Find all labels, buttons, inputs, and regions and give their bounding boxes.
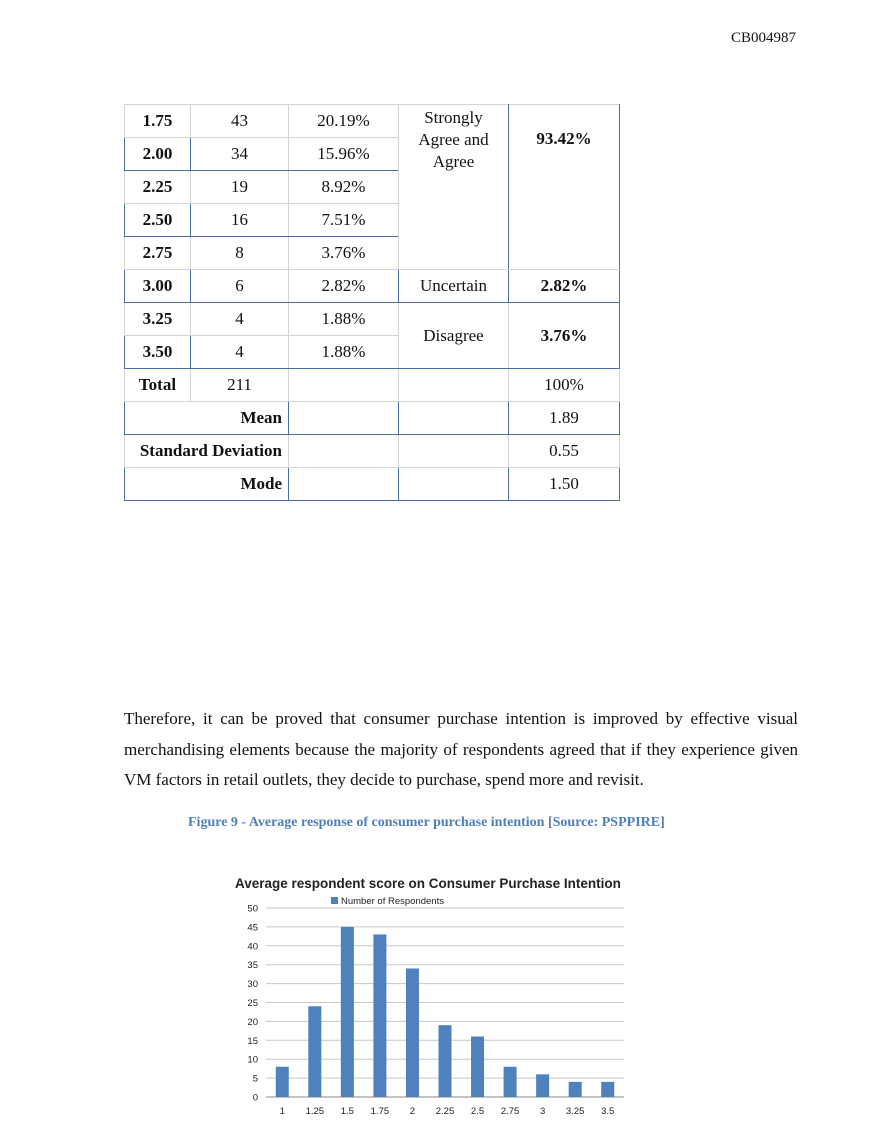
bar-chart: [228, 868, 633, 1133]
total-count: 211: [191, 369, 289, 402]
chart-title: Average respondent score on Consumer Purchase Intention: [235, 876, 621, 891]
total-label: Total: [125, 369, 191, 402]
bar: [504, 1067, 517, 1097]
y-tick-label: 20: [247, 1016, 258, 1028]
score-cell: 1.75: [125, 105, 191, 138]
percent-cell: 2.82%: [289, 270, 399, 303]
y-tick-label: 40: [247, 941, 258, 953]
empty-cell: [399, 402, 509, 435]
bars: [276, 927, 614, 1097]
count-cell: 16: [191, 204, 289, 237]
agree-group-value: 93.42%: [509, 105, 620, 270]
uncertain-group-value: 2.82%: [509, 270, 620, 303]
document-id: CB004987: [730, 30, 796, 46]
empty-cell: [289, 435, 399, 468]
x-tick-label: 2: [409, 1106, 416, 1117]
bar: [569, 1082, 582, 1097]
x-tick-label: 1: [279, 1106, 285, 1117]
count-cell: 6: [191, 270, 289, 303]
x-axis-ticks: [280, 1106, 615, 1117]
agree-group-label: Strongly Agree and Agree: [399, 105, 509, 270]
empty-cell: [289, 369, 399, 402]
empty-cell: [399, 435, 509, 468]
empty-cell: [399, 369, 509, 402]
x-tick-label: 3.5: [601, 1106, 615, 1117]
y-tick-label: 5: [252, 1073, 258, 1085]
percent-cell: 1.88%: [289, 336, 399, 369]
percent-cell: 1.88%: [289, 303, 399, 336]
percent-cell: 20.19%: [289, 105, 399, 138]
percent-cell: 15.96%: [289, 138, 399, 171]
score-cell: 3.00: [125, 270, 191, 303]
x-tick-label: 1.5: [340, 1106, 354, 1117]
y-tick-label: 45: [247, 922, 258, 934]
mean-value: 1.89: [509, 402, 620, 435]
percent-cell: 8.92%: [289, 171, 399, 204]
score-cell: 2.50: [125, 204, 191, 237]
x-tick-label: 2.75: [500, 1106, 520, 1117]
legend-swatch: [331, 897, 338, 904]
bar: [341, 927, 354, 1097]
figure-caption: Figure 9 - Average response of consumer purchase intention [Source: PSPPIRE]: [188, 815, 665, 830]
y-axis-ticks: [247, 904, 258, 1104]
bar: [308, 1006, 321, 1097]
y-tick-label: 30: [247, 979, 258, 991]
uncertain-group-label: Uncertain: [399, 270, 509, 303]
x-tick-label: 2.25: [435, 1106, 455, 1117]
chart-svg: [228, 868, 633, 1133]
stats-row-mean: [125, 402, 620, 435]
stats-row-mode: [125, 468, 620, 501]
count-cell: 4: [191, 303, 289, 336]
bar: [536, 1074, 549, 1097]
mode-label: Mode: [125, 468, 289, 501]
legend-label: Number of Respondents: [341, 896, 444, 907]
disagree-group-label: Disagree: [399, 303, 509, 369]
y-tick-label: 50: [247, 903, 258, 915]
count-cell: 4: [191, 336, 289, 369]
total-percent: 100%: [509, 369, 620, 402]
bar: [406, 968, 419, 1097]
stats-row-sd: [125, 435, 620, 468]
sd-value: 0.55: [509, 435, 620, 468]
x-tick-label: 1.75: [370, 1106, 390, 1117]
bar: [438, 1025, 451, 1097]
score-cell: 3.25: [125, 303, 191, 336]
table-row: [125, 105, 620, 138]
disagree-group-value: 3.76%: [509, 303, 620, 369]
percent-cell: 3.76%: [289, 237, 399, 270]
score-cell: 2.75: [125, 237, 191, 270]
y-tick-label: 15: [247, 1035, 258, 1047]
x-tick-label: 2.5: [470, 1106, 485, 1117]
x-tick-label: 3: [539, 1106, 546, 1117]
percent-cell: 7.51%: [289, 204, 399, 237]
empty-cell: [289, 402, 399, 435]
results-table: [124, 104, 620, 501]
count-cell: 19: [191, 171, 289, 204]
table-row: [125, 270, 620, 303]
x-tick-label: 1.25: [305, 1106, 325, 1117]
sd-label: Standard Deviation: [125, 435, 289, 468]
body-paragraph: Therefore, it can be proved that consumer purchase intention is improved by effective visual merchandising elements because the majority of respondents agreed that if they experience given VM factors in retail outlets, they decide to purchase, spend more and revisit.: [124, 709, 798, 789]
bar: [601, 1082, 614, 1097]
empty-cell: [399, 468, 509, 501]
bar: [276, 1067, 289, 1097]
mean-label: Mean: [125, 402, 289, 435]
x-tick-label: 3.25: [565, 1106, 585, 1117]
count-cell: 8: [191, 237, 289, 270]
empty-cell: [289, 468, 399, 501]
y-tick-label: 35: [247, 960, 258, 972]
score-cell: 2.25: [125, 171, 191, 204]
table-row: [125, 303, 620, 336]
score-cell: 2.00: [125, 138, 191, 171]
y-tick-label: 10: [247, 1054, 258, 1066]
table-row-total: [125, 369, 620, 402]
mode-value: 1.50: [509, 468, 620, 501]
bar: [471, 1037, 484, 1097]
y-tick-label: 25: [247, 998, 258, 1009]
bar: [373, 934, 386, 1097]
count-cell: 43: [191, 105, 289, 138]
count-cell: 34: [191, 138, 289, 171]
y-tick-label: 0: [252, 1092, 258, 1104]
score-cell: 3.50: [125, 336, 191, 369]
